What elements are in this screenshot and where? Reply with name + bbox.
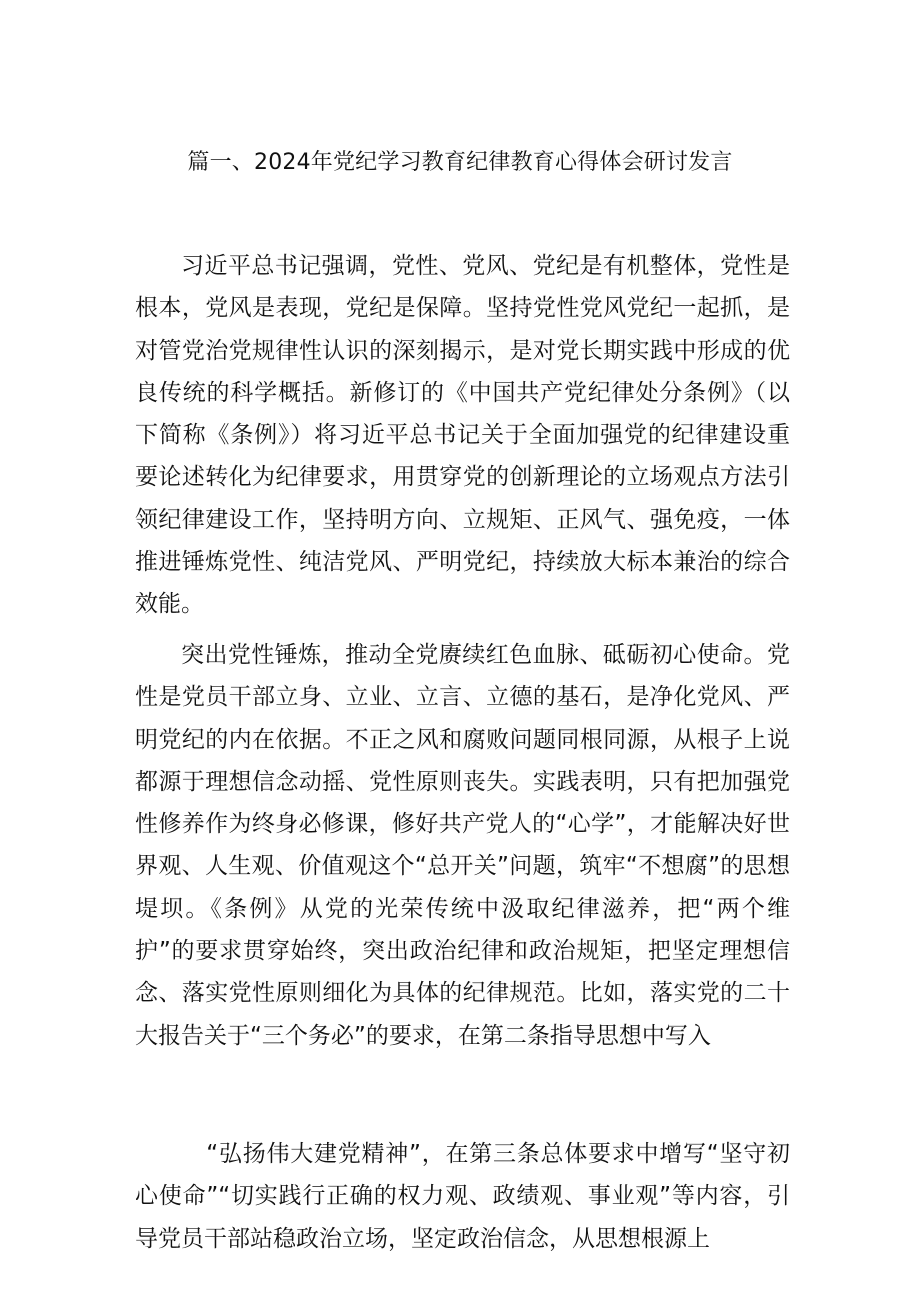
paragraph-1: 习近平总书记强调，党性、党风、党纪是有机整体，党性是根本，党风是表现，党纪是保障。坚持党性党风党纪一起抓，是对管党治党规律性认识的深刻揭示，是对党长期实践中形成的优良传统的科学概括。新修订的《中国共产党纪律处分条例》（以下简称《条例》）将习近平总书记关于全面加强党的纪律建设重要论述转化为纪律要求，用贯穿党的创新理论的立场观点方法引领纪律建设工作，坚持明方向、立规矩、正风气、强免疫，一体推进锤炼党性、纯洁党风、严明党纪，持续放大标本兼治的综合效能。 <box>135 253 790 618</box>
paragraph-block-3 <box>135 1133 790 1260</box>
paragraph-3: “弘扬伟大建党精神”，在第三条总体要求中增写“坚守初心使命”“切实践行正确的权力观、政绩观、事业观”等内容，引导党员干部站稳政治立场，坚定政治信念，从思想根源上 <box>135 1141 790 1252</box>
paragraph-block-2 <box>135 634 790 1057</box>
document-title: 篇一、2024年党纪学习教育纪律教育心得体会研讨发言 <box>187 150 733 175</box>
paragraph-block-1 <box>135 245 790 626</box>
paragraph-2: 突出党性锤炼，推动全党赓续红色血脉、砥砺初心使命。党性是党员干部立身、立业、立言、立德的基石，是净化党风、严明党纪的内在依据。不正之风和腐败问题同根同源，从根子上说都源于理想信念动摇、党性原则丧失。实践表明，只有把加强党性修养作为终身必修课，修好共产党人的“心学”，才能解决好世界观、人生观、价值观这个“总开关”问题，筑牢“不想腐”的思想堤坝。《条例》从党的光荣传统中汲取纪律滋养，把“两个维护”的要求贯穿始终，突出政治纪律和政治规矩，把坚定理想信念、落实党性原则细化为具体的纪律规范。比如，落实党的二十大报告关于“三个务必”的要求，在第二条指导思想中写入 <box>135 642 790 1049</box>
